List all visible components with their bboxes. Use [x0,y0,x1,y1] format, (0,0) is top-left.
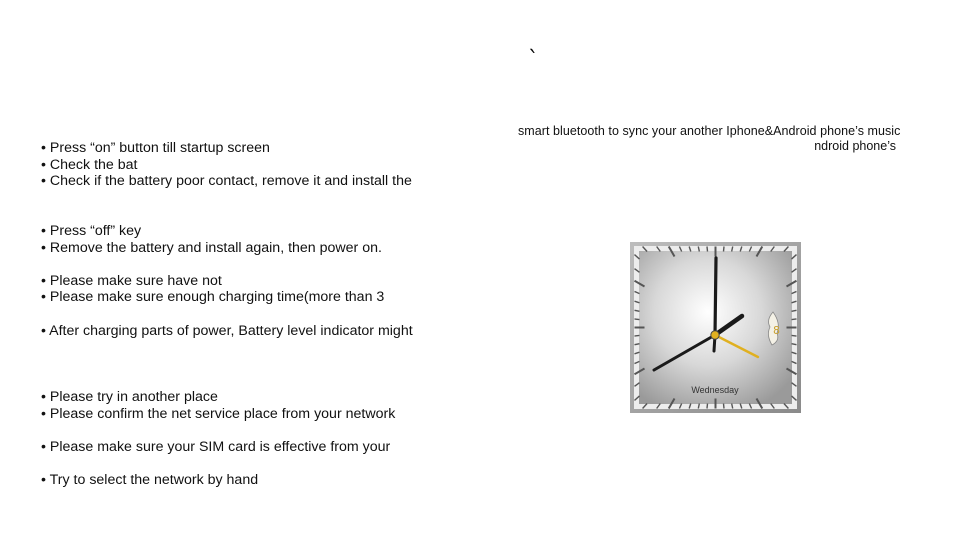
watch-day-label: Wednesday [691,385,739,395]
list-item: • Remove the battery and install again, then power on. [41,239,382,256]
header-mark: ` [528,48,539,73]
watch-face-icon [630,242,801,413]
watch-tick [723,404,724,409]
list-item: • Please make sure enough charging time(more than 3 [41,289,385,306]
list-item: • Check if the battery poor contact, remove it and install the [41,173,412,190]
list-item: • Please make sure your SIM card is effective from your [41,438,391,455]
watch-tick [792,335,797,336]
watch-tick [635,319,640,320]
list-item: • Please confirm the net service place from your network [41,405,396,422]
list-item: • Please make sure have not [41,272,222,289]
watch-tick [635,335,640,336]
list-item: • Please try in another place [41,388,218,405]
list-item: • After charging parts of power, Battery level indicator might [41,322,413,339]
watch-tick [707,404,708,409]
list-item: • Press “on” button till startup screen [41,140,270,156]
svg-text:8: 8 [773,324,780,337]
troubleshooting-list [41,140,413,488]
list-item: • Check the bat [41,156,138,173]
bluetooth-note-line2: ndroid phone’s [814,139,896,153]
list-item: • Press “off” key [41,222,142,239]
watch-tick [707,247,708,252]
list-item: • Try to select the network by hand [41,471,259,488]
bluetooth-note-line1: smart bluetooth to sync your another Iphone&Android phone’s music [518,124,901,138]
watch-tick [723,247,724,252]
watch-tick [792,319,797,320]
watch-face-image [630,242,801,413]
